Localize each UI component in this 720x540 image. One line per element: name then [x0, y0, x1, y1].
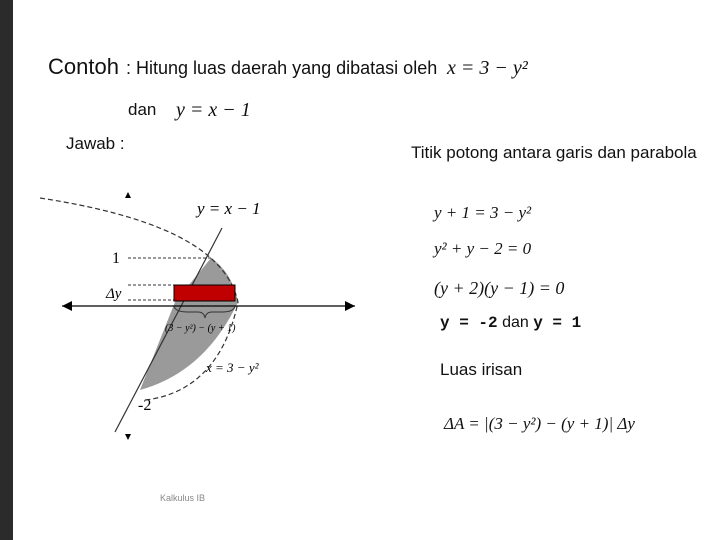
area-slice-label: Luas irisan [440, 360, 523, 379]
equation-step-3: (y + 2)(y − 1) = 0 [434, 278, 565, 298]
example-title-word: Contoh [48, 54, 119, 79]
delta-y-label: Δy [106, 286, 122, 302]
solution-dan: dan [502, 314, 529, 331]
x-axis-arrow-right [345, 301, 355, 311]
parabola-label: x = 3 − y² [206, 360, 259, 375]
equation-step-2: y² + y − 2 = 0 [434, 239, 532, 258]
line-equation: y = x − 1 [176, 99, 251, 121]
dan-label: dan [128, 100, 157, 119]
area-strip [174, 285, 235, 301]
solution-b: y = 1 [533, 314, 582, 332]
y-axis-arrow-top [125, 192, 131, 198]
area-differential-equation: ΔA = |(3 − y²) − (y + 1)| Δy [444, 414, 635, 433]
intersection-heading: Titik potong antara garis dan parabola [411, 143, 697, 162]
answer-label: Jawab : [66, 134, 125, 153]
x-axis-arrow-left [62, 301, 72, 311]
parabola-equation: x = 3 − y² [447, 57, 528, 79]
problem-statement: : Hitung luas daerah yang dibatasi oleh [126, 58, 438, 78]
tick-label-1: 1 [112, 250, 120, 267]
strip-width-label: (3 − y²) − (y + 1) [165, 323, 236, 334]
equation-step-1: y + 1 = 3 − y² [434, 203, 532, 222]
y-axis-arrow-bottom [125, 434, 131, 440]
footer-course-label: Kalkulus IB [160, 493, 206, 503]
solution-a: y = -2 [440, 314, 498, 332]
tick-label-minus-2: -2 [138, 397, 152, 414]
line-label: y = x − 1 [197, 199, 261, 218]
